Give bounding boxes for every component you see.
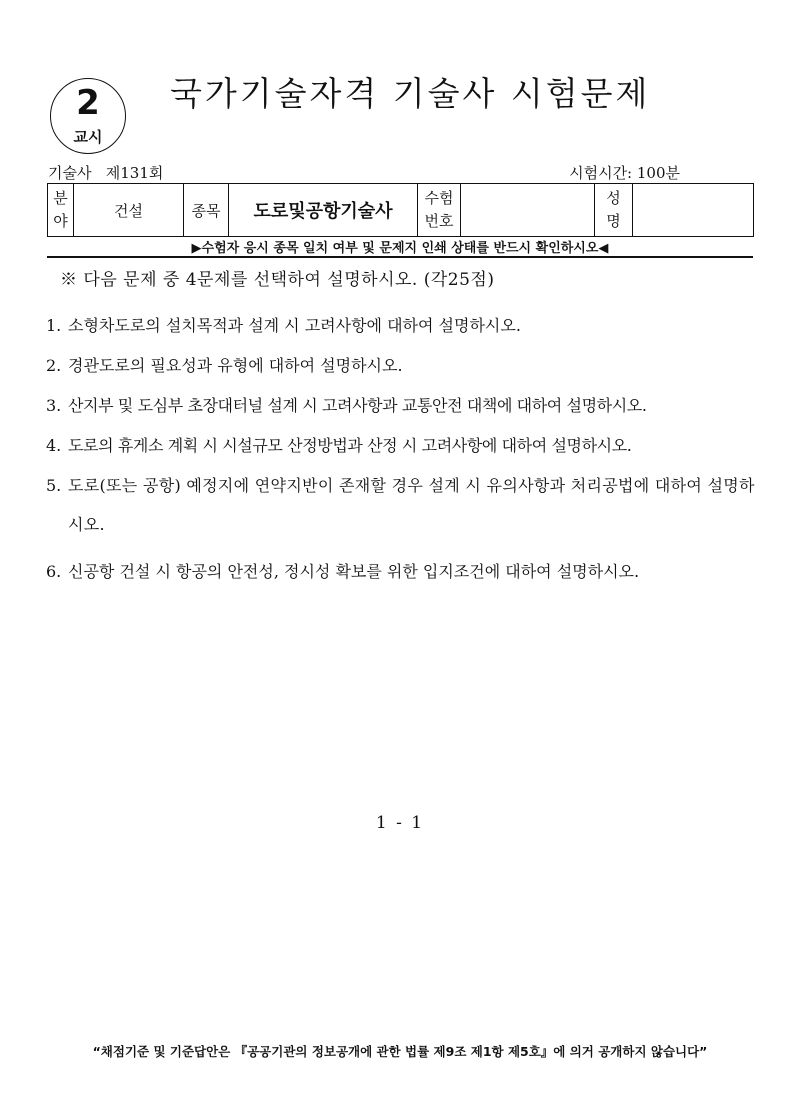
- question-text: 산지부 및 도심부 초장대터널 설계 시 고려사항과 교통안전 대책에 대하여 설명하시오.: [68, 396, 647, 415]
- question-text: 소형차도로의 설치목적과 설계 시 고려사항에 대하여 설명하시오.: [68, 316, 521, 335]
- question-item: [46, 473, 766, 544]
- question-item: [46, 433, 766, 458]
- question-list: [46, 313, 766, 599]
- question-number: 1.: [46, 316, 62, 335]
- question-item: [46, 313, 766, 338]
- name-field[interactable]: [633, 184, 754, 237]
- exam-number-field[interactable]: [461, 184, 595, 237]
- field-value: 건설: [74, 184, 184, 237]
- category-label: 종목: [184, 184, 229, 237]
- question-text: 도로의 휴게소 계획 시 시설규모 산정방법과 산정 시 고려사항에 대하여 설명하시오.: [68, 436, 632, 455]
- instruction: ※ 다음 문제 중 4문제를 선택하여 설명하시오. (각25점): [60, 270, 495, 290]
- question-number: 5.: [46, 476, 62, 495]
- session-number: 2: [76, 83, 100, 123]
- question-text: 신공항 건설 시 항공의 안전성, 정시성 확보를 위한 입지조건에 대하여 설명하시오.: [68, 562, 640, 581]
- field-label: 분 야: [48, 184, 74, 237]
- question-number: 3.: [46, 396, 62, 415]
- session-badge: [50, 78, 126, 154]
- category-value: 도로및공항기술사: [229, 184, 418, 237]
- question-number: 6.: [46, 562, 62, 581]
- question-text: 도로(또는 공항) 예정지에 연약지반이 존재할 경우 설계 시 유의사항과 처리공법에 대하여 설명하시오.: [68, 476, 755, 534]
- divider: [47, 256, 753, 258]
- question-number: 4.: [46, 436, 62, 455]
- question-item: [46, 559, 766, 584]
- page-number: 1 - 1: [375, 813, 425, 833]
- exam-time: 시험시간: 100분: [569, 164, 680, 182]
- footer-note: “채점기준 및 기준답안은 『공공기관의 정보공개에 관한 법률 제9조 제1항 제5호』에 의거 공개하지 않습니다”: [92, 1044, 708, 1059]
- name-label: 성 명: [595, 184, 633, 237]
- notice-banner: ▶수험자 응시 종목 일치 여부 및 문제지 인쇄 상태를 반드시 확인하시오◀: [191, 241, 609, 256]
- question-item: [46, 393, 766, 418]
- question-number: 2.: [46, 356, 62, 375]
- info-table: [47, 183, 754, 237]
- question-text: 경관도로의 필요성과 유형에 대하여 설명하시오.: [68, 356, 403, 375]
- session-label: 교시: [73, 128, 103, 146]
- exam-number-label: 수험 번호: [418, 184, 461, 237]
- exam-info: 기술사 제131회: [48, 164, 164, 182]
- question-item: [46, 353, 766, 378]
- page-title: 국가기술자격 기술사 시험문제: [170, 74, 651, 113]
